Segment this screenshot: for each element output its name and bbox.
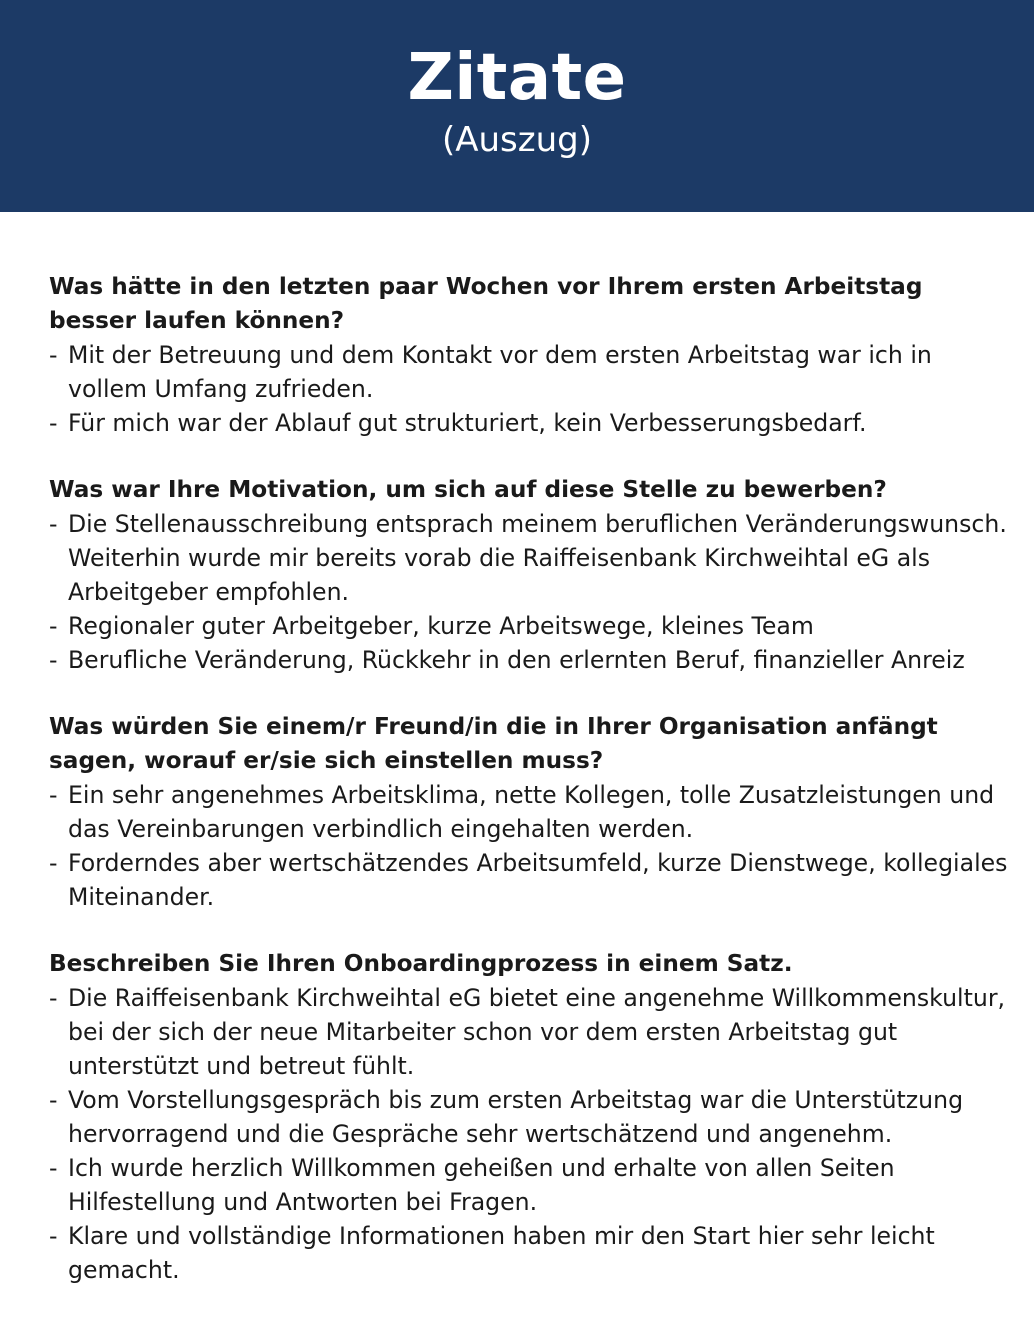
dash-bullet: - (49, 1086, 58, 1114)
dash-bullet: - (49, 849, 58, 877)
quote-section (49, 947, 1009, 1287)
answer-item (49, 338, 1009, 406)
answer-text: Vom Vorstellungsgespräch bis zum ersten Arbeitstag war die Unterstützung hervorragend und die Gespräche sehr wertschätzend und angenehm. (68, 1086, 964, 1148)
dash-bullet: - (49, 612, 58, 640)
answer-text: Klare und vollständige Informationen haben mir den Start hier sehr leicht gemacht. (68, 1222, 935, 1284)
page-subtitle: (Auszug) (441, 120, 593, 160)
answer-item (49, 406, 1009, 440)
answer-text: Für mich war der Ablauf gut strukturiert, kein Verbesserungsbedarf. (68, 409, 867, 437)
answer-text: Die Stellenausschreibung entsprach meinem beruflichen Veränderungswunsch. Weiterhin wurde mir bereits vorab die Raiffeisenbank Kirchweihtal eG als Arbeitgeber empfohlen. (68, 510, 1007, 606)
answer-item (49, 778, 1009, 846)
quote-section (49, 710, 1009, 914)
answer-item (49, 1083, 1009, 1151)
section-question: Was würden Sie einem/r Freund/in die in Ihrer Organisation anfängt sagen, worauf er/sie sich einstellen muss? (49, 713, 938, 774)
answer-item (49, 507, 1009, 609)
answer-text: Berufliche Veränderung, Rückkehr in den erlernten Beruf, finanzieller Anreiz (68, 646, 965, 674)
answer-list (49, 981, 1009, 1287)
answer-text: Ich wurde herzlich Willkommen geheißen und erhalte von allen Seiten Hilfestellung und Antworten bei Fragen. (68, 1154, 895, 1216)
quote-section (49, 473, 1009, 677)
answer-text: Forderndes aber wertschätzendes Arbeitsumfeld, kurze Dienstwege, kollegiales Miteinander. (68, 849, 1008, 911)
dash-bullet: - (49, 1222, 58, 1250)
section-question: Was war Ihre Motivation, um sich auf diese Stelle zu bewerben? (49, 476, 887, 503)
answer-text: Ein sehr angenehmes Arbeitsklima, nette Kollegen, tolle Zusatzleistungen und das Vereinbarungen verbindlich eingehalten werden. (68, 781, 995, 843)
dash-bullet: - (49, 341, 58, 369)
answer-item (49, 1219, 1009, 1287)
answer-list (49, 778, 1009, 914)
answer-text: Regionaler guter Arbeitgeber, kurze Arbeitswege, kleines Team (68, 612, 814, 640)
dash-bullet: - (49, 1154, 58, 1182)
answer-item (49, 981, 1009, 1083)
dash-bullet: - (49, 646, 58, 674)
dash-bullet: - (49, 984, 58, 1012)
answer-text: Mit der Betreuung und dem Kontakt vor dem ersten Arbeitstag war ich in vollem Umfang zufrieden. (68, 341, 932, 403)
dash-bullet: - (49, 510, 58, 538)
answer-list (49, 338, 1009, 440)
quotes-content (49, 270, 1009, 1320)
answer-list (49, 507, 1009, 677)
answer-item (49, 643, 1009, 677)
section-question: Was hätte in den letzten paar Wochen vor Ihrem ersten Arbeitstag besser laufen können? (49, 273, 923, 334)
dash-bullet: - (49, 409, 58, 437)
dash-bullet: - (49, 781, 58, 809)
answer-text: Die Raiffeisenbank Kirchweihtal eG bietet eine angenehme Willkommenskultur, bei der sich der neue Mitarbeiter schon vor dem ersten Arbeitstag gut unterstützt und betreut fühlt. (68, 984, 1006, 1080)
answer-item (49, 1151, 1009, 1219)
page-title: Zitate (407, 41, 627, 115)
header-banner (0, 0, 1034, 212)
section-question: Beschreiben Sie Ihren Onboardingprozess in einem Satz. (49, 950, 793, 977)
quote-section (49, 270, 1009, 440)
answer-item (49, 609, 1009, 643)
answer-item (49, 846, 1009, 914)
